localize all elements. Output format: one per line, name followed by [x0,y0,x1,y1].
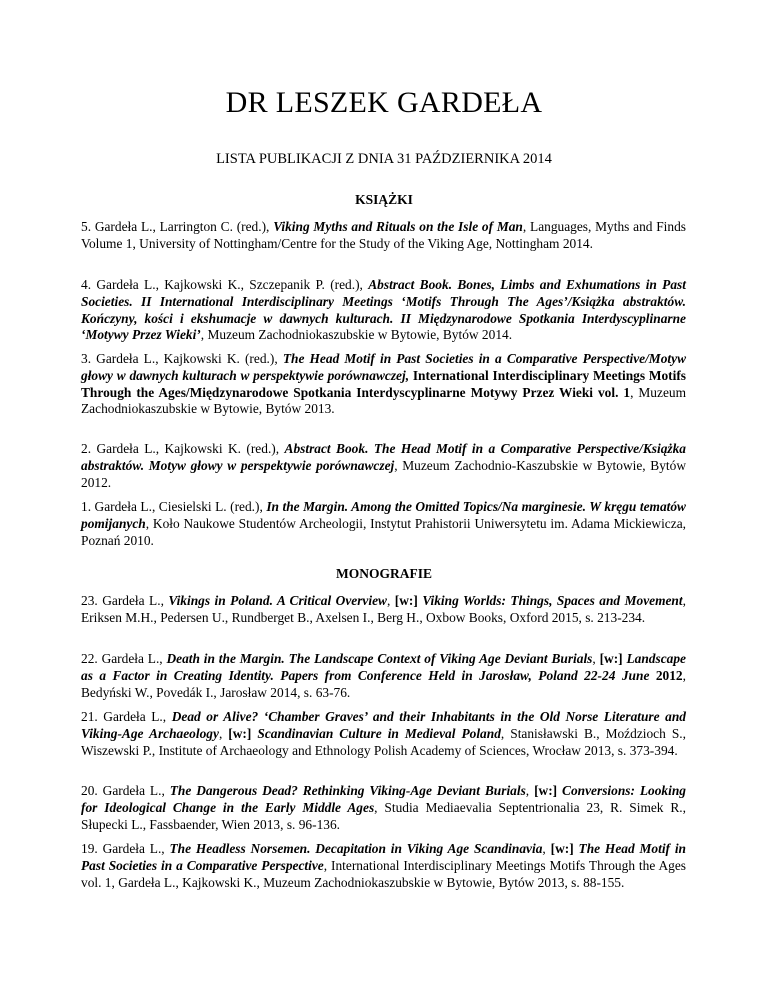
entry-details: , Languages, Myths and Finds Volume 1, University of Nottingham/Centre for the Study of the Viking Age, Nottingham 2014. [81,219,687,251]
entry-title: Abstract Book. The Head Motif in a Comparative Perspective/Książka abstraktów. Motyw głowy w perspektywie porównawczej [81,441,686,473]
monograph-entry-23 [81,593,686,627]
entry-authors: 4. Gardeła L., Kajkowski K., Szczepanik P. (red.), [81,277,369,292]
monograph-entry-22 [81,651,686,701]
in-marker: [w:] [550,841,574,856]
entry-authors: 20. Gardeła L., [81,783,170,798]
entry-authors: 22. Gardeła L., [81,651,167,666]
entry-book-title: Scandinavian Culture in Medieval Poland [257,725,501,741]
entry-year: 2012 [649,667,683,683]
entry-details: , Studia Mediaevalia Septentrionalia 23, R. Simek R., Słupecki L., Fassbaender, Wien 2013, s. 96-136. [81,799,686,832]
entry-authors: 2. Gardeła L., Kajkowski K. (red.), [81,441,285,456]
entry-book-title: Conversions: Looking for Ideological Change in the Early Middle Ages [81,783,686,815]
monograph-entry-19 [81,841,686,891]
author-name-title: DR LESZEK GARDEŁA [225,86,543,119]
entry-details: , Muzeum Zachodnio-Kaszubskie w Bytowie, Bytów 2012. [81,457,686,490]
monograph-entry-21 [81,709,686,759]
entry-details: , International Interdisciplinary Meetings Motifs Through the Ages vol. 1, Gardeła L., Kajkowski K., Muzeum Zachodniokaszubskie w Bytowie, Bytów 2013, s. 88-155. [81,857,686,890]
publication-list-subtitle: LISTA PUBLIKACJI Z DNIA 31 PAŹDZIERNIKA 2014 [216,151,552,167]
entry-title: Viking Myths and Rituals on the Isle of Man [273,219,523,234]
book-entry-4 [81,277,686,344]
entry-details: , Bedyński W., Povedák I., Jarosław 2014, s. 63-76. [81,667,686,700]
entry-book-title: Landscape as a Factor in Creating Identity. Papers from Conference Held in Jarosław, Poland 22-24 June [81,651,686,683]
entry-title: The Dangerous Dead? Rethinking Viking-Age Deviant Burials [169,783,526,798]
entry-separator: , [592,651,600,666]
book-entry-1 [81,499,686,549]
section-heading-monographs: MONOGRAFIE [336,566,432,581]
entry-separator: , [525,783,535,798]
entry-title: Vikings in Poland. A Critical Overview [168,593,387,608]
entry-details: , Eriksen M.H., Pedersen U., Rundberget B., Axelsen I., Berg H., Oxbow Books, Oxford 2015, s. 213-234. [81,593,686,625]
book-entry-3 [81,351,686,418]
entry-title: Death in the Margin. The Landscape Context of Viking Age Deviant Burials [166,651,593,666]
entry-separator: , [542,841,551,856]
entry-details: , Koło Naukowe Studentów Archeologii, Instytut Prahistorii Uniwersytetu im. Adama Mickiewicza, Poznań 2010. [81,515,686,548]
monograph-entry-20 [81,783,686,833]
entry-authors: 19. Gardeła L., [81,841,170,856]
in-marker: [w:] [228,725,252,741]
entry-separator: , [218,725,229,741]
entry-book-title: The Head Motif in Past Societies in a Comparative Perspective [81,841,686,873]
entry-title: Abstract Book. Bones, Limbs and Exhumations in Past Societies. II International Interdisciplinary Meetings ‘Motifs Through The Ages’/Książka abstraktów. Kończyny, kości i ekshumacje w dawnych kulturach. II Międzynarodowe Spotkania Interdyscyplinarne ‘Motywy Przez Wieki’ [81,277,686,343]
entry-title: In the Margin. Among the Omitted Topics/Na marginesie. W kręgu tematów pomijanych [81,499,686,531]
in-marker: [w:] [534,783,558,798]
entry-title: Dead or Alive? ‘Chamber Graves’ and their Inhabitants in the Old Norse Literature and Viking-Age Archaeology [81,709,686,741]
entry-details: , Muzeum Zachodniokaszubskie w Bytowie, Bytów 2014. [200,327,513,343]
entry-authors: 3. Gardeła L., Kajkowski K. (red.), [81,351,283,366]
section-heading-books: KSIĄŻKI [355,192,413,207]
entry-separator: , [386,593,395,608]
entry-title: The Head Motif in Past Societies in a Comparative Perspective/Motyw głowy w dawnych kulturach w perspektywie porównawczej, [81,351,686,383]
entry-details: , Muzeum Zachodniokaszubskie w Bytowie, Bytów 2013. [81,384,686,417]
entry-series: International Interdisciplinary Meetings Motifs Through the Ages/Międzynarodowe Spotkania Interdyscyplinarne Motywy Przez Wieki vol. 1 [81,367,687,400]
entry-book-title: Viking Worlds: Things, Spaces and Movement [422,593,683,608]
entry-authors: 1. Gardeła L., Ciesielski L. (red.), [81,499,267,514]
entry-authors: 21. Gardeła L., [81,709,172,724]
entry-details: , Stanisławski B., Moździoch S., Wiszewski P., Institute of Archaeology and Ethnology Polish Academy of Sciences, Wrocław 2013, s. 373-394. [81,725,686,758]
book-entry-2 [81,441,686,491]
in-marker: [w:] [599,651,623,666]
entry-authors: 23. Gardeła L., [81,593,169,608]
book-entry-5 [81,219,686,253]
in-marker: [w:] [394,593,418,608]
entry-title: The Headless Norsemen. Decapitation in Viking Age Scandinavia [169,841,543,856]
entry-authors: 5. Gardeła L., Larrington C. (red.), [81,219,274,234]
